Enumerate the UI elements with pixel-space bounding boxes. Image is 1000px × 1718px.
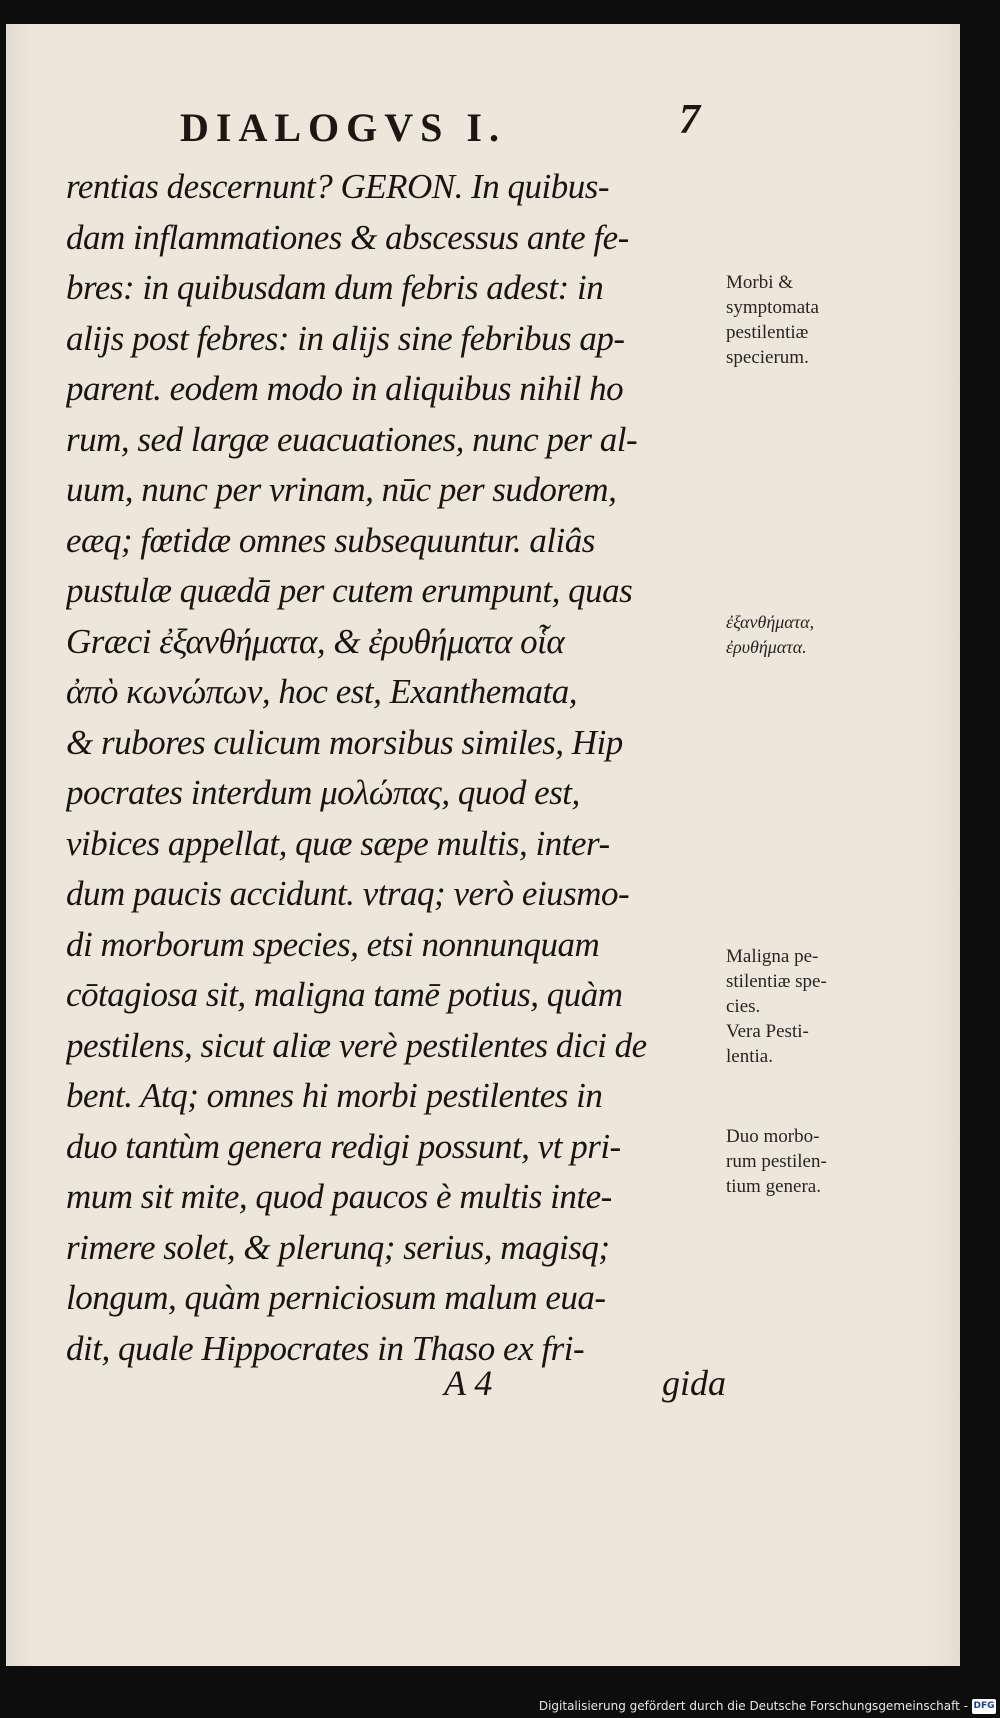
text-line: pustulæ quædā per cutem erumpunt, quas [66,571,633,610]
text-line: vibices appellat, quæ sæpe multis, inter- [66,823,610,863]
text-line: bres: in quibusdam dum febris adest: in [66,268,604,307]
funding-notice: Digitalisierung gefördert durch die Deutsche Forschungsgemeinschaft - [538,1699,968,1713]
margin-note-line: tium genera. [726,1176,821,1197]
text-line: uum, nunc per vrinam, nūc per sudorem, [66,470,617,509]
text-line: cōtagiosa sit, maligna tamē potius, quàm [66,975,623,1014]
margin-note [726,1124,896,1199]
text-line: rimere solet, & plerunq; serius, magisq; [66,1227,610,1267]
margin-note-line: specierum. [726,347,809,368]
text-line: rentias descernunt? GERON. In quibus- [66,167,610,206]
dfg-logo-icon: DFG [972,1699,996,1714]
text-line: pestilens, sicut aliæ verè pestilentes dici de [66,1025,647,1065]
margin-note-line: Vera Pesti- [726,1021,809,1042]
text-line: eæq; fœtidæ omnes subsequuntur. aliâs [66,520,595,560]
text-line: Græci ἐξανθήματα, & ἐρυθήματα οἷα [66,621,565,661]
text-line: parent. eodem modo in aliquibus nihil ho [66,369,624,408]
margin-note-line: Duo morbo- [726,1126,820,1147]
margin-note-line: Morbi & [726,272,794,293]
running-title: DIALOGVS I. [180,105,506,150]
text-line: dum paucis accidunt. vtraq; verò eiusmo- [66,874,630,913]
text-line: di morborum species, etsi nonnunquam [66,924,600,964]
margin-note [726,944,896,1069]
margin-note-line: ἐρυθήματα. [726,637,807,657]
text-line: dam inflammationes & abscessus ante fe- [66,217,629,257]
text-line: bent. Atq; omnes hi morbi pestilentes in [66,1076,603,1115]
main-text-block [66,162,722,1374]
signature-mark: A 4 [444,1363,493,1403]
text-line: rum, sed largæ euacuationes, nunc per al- [66,419,638,459]
text-line: & rubores culicum morsibus similes, Hip [66,722,623,762]
text-line: alijs post febres: in alijs sine febribus ap- [66,318,625,358]
text-line: dit, quale Hippocrates in Thaso ex fri- [66,1328,585,1368]
text-line: mum sit mite, quod paucos è multis inte- [66,1177,612,1216]
page-header [180,96,700,156]
margin-note-line: symptomata [726,297,819,318]
margin-note-line: Maligna pe- [726,946,819,967]
text-line: pocrates interdum μολώπας, quod est, [66,773,580,812]
margin-note [726,610,896,660]
text-line: ἀπὸ κωνώπων, hoc est, Exanthemata, [66,672,577,711]
text-line: duo tantùm genera redigi possunt, vt pri- [66,1126,621,1166]
margin-note-line: stilentiæ spe- [726,971,827,992]
footer-bar [0,1696,1000,1718]
page-number: 7 [679,97,700,143]
catchword: gida [661,1363,726,1403]
catchline [66,1362,726,1412]
margin-note-line: cies. [726,996,761,1017]
margin-note-line: lentia. [726,1046,773,1067]
margin-note [726,270,896,370]
text-line: longum, quàm perniciosum malum eua- [66,1278,606,1317]
margin-note-line: rum pestilen- [726,1151,827,1172]
margin-note-line: ἐξανθήματα, [726,612,815,632]
margin-note-line: pestilentiæ [726,322,809,343]
